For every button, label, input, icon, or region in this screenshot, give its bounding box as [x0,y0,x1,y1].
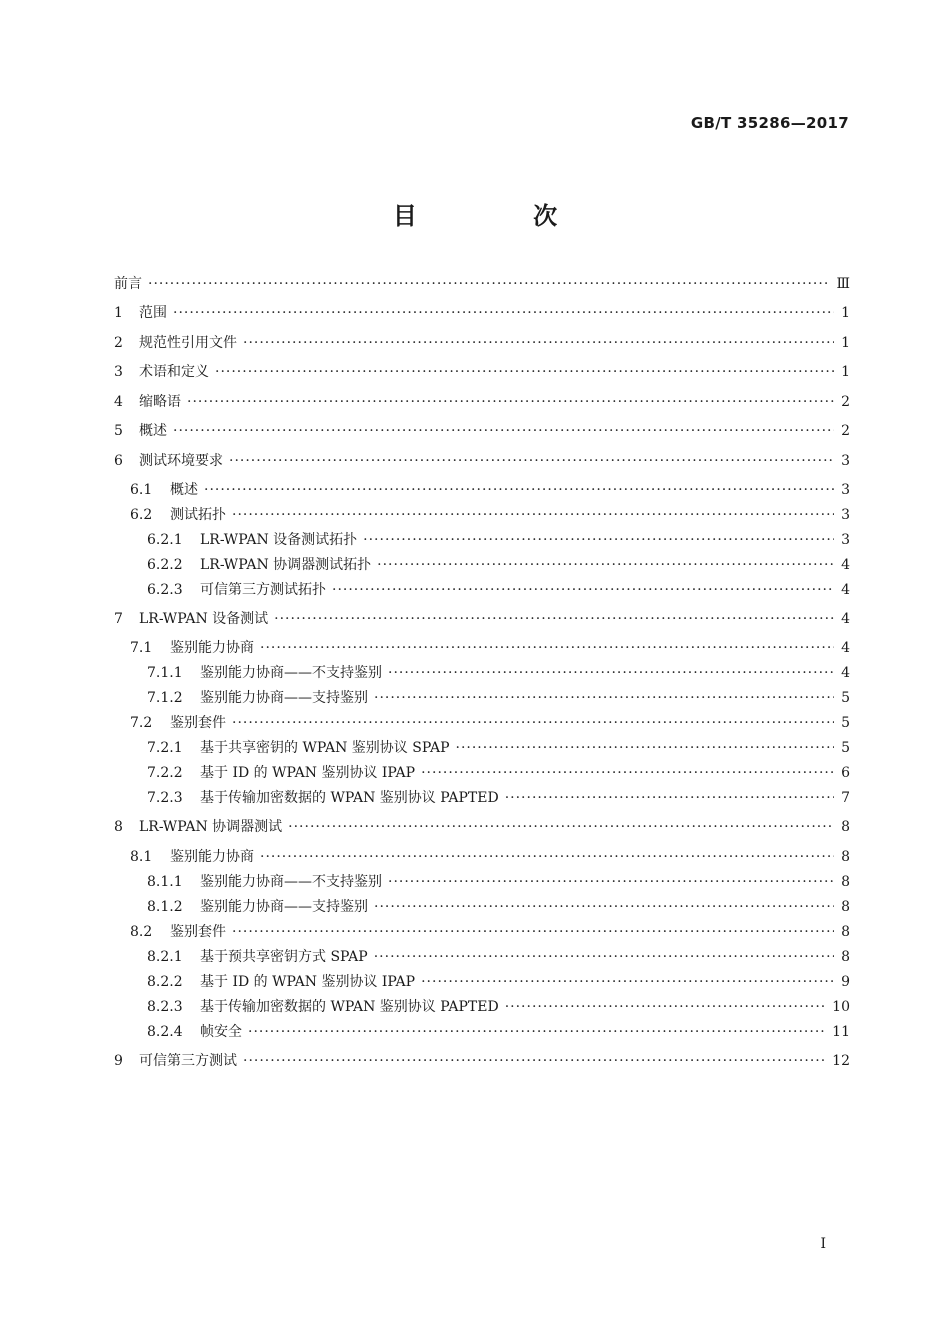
toc-entry-number: 6 [114,453,123,469]
toc-entry[interactable] [114,420,850,442]
toc-entry-number: 2 [114,335,123,351]
toc-entry-page: 2 [841,394,850,410]
dot-leader [274,608,834,630]
toc-entry[interactable] [147,996,850,1018]
toc-entry-label: 基于共享密钥的 WPAN 鉴别协议 SPAP [200,740,450,756]
toc-entry-number: 8.1 [130,849,153,865]
toc-entry-page: 8 [841,849,850,865]
toc-entry-label: 术语和定义 [139,364,209,380]
toc-entry[interactable] [114,450,850,472]
dot-leader [374,896,834,918]
toc-entry-label: 规范性引用文件 [139,335,237,351]
toc-entry-number: 9 [114,1053,123,1069]
toc-entry-number: 7.1.2 [147,690,183,706]
dot-leader [377,554,834,576]
dot-leader [456,737,835,759]
dot-leader [173,302,834,324]
toc-entry-page: 8 [841,819,850,835]
dot-leader [148,273,830,295]
toc-entry-page: 3 [841,507,850,523]
toc-entry[interactable] [114,332,850,354]
toc-entry-page: 12 [832,1053,850,1069]
toc-entry-label: 鉴别能力协商——支持鉴别 [200,899,368,915]
dot-leader [260,846,834,868]
dot-leader [173,420,834,442]
toc-entry-label: 可信第三方测试 [139,1053,237,1069]
toc-entry-number: 7.2.2 [147,765,183,781]
toc-entry[interactable] [114,608,850,630]
toc-entry[interactable] [130,712,850,734]
page-title: 目 次 [392,202,612,230]
standard-code: GB/T 35286—2017 [690,114,849,132]
dot-leader [505,996,826,1018]
toc-entry-page: 9 [841,974,850,990]
toc-entry-number: 7.1.1 [147,665,183,681]
toc-entry-number: 7.2.3 [147,790,183,806]
toc-entry-page: 10 [832,999,850,1015]
toc-entry-number: 7.1 [130,640,153,656]
dot-leader [215,361,834,383]
toc-entry-page: 2 [841,423,850,439]
dot-leader [248,1021,826,1043]
dot-leader [232,712,834,734]
toc-entry-label: LR-WPAN 协调器测试 [139,819,283,835]
toc-entry[interactable] [114,1050,850,1072]
dot-leader [505,787,834,809]
toc-entry-number: 6.1 [130,482,153,498]
toc-entry-label: 鉴别能力协商——不支持鉴别 [200,665,382,681]
toc-entry[interactable] [114,361,850,383]
toc-entry-preface[interactable] [114,273,850,295]
toc-entry[interactable] [147,529,850,551]
toc-entry[interactable] [147,662,850,684]
toc-entry-page: 8 [841,874,850,890]
toc-entry[interactable] [130,846,850,868]
toc-entry-label: LR-WPAN 设备测试 [139,611,269,627]
dot-leader [187,391,834,413]
toc-entry-number: 7.2 [130,715,153,731]
toc-entry-number: 6.2.1 [147,532,183,548]
toc-entry-number: 8 [114,819,123,835]
toc-entry[interactable] [147,946,850,968]
toc-entry-label: 前言 [114,276,142,292]
dot-leader [260,637,834,659]
toc-entry-page: 11 [832,1024,850,1040]
dot-leader [232,921,834,943]
toc-entry[interactable] [147,687,850,709]
toc-entry-label: 基于传输加密数据的 WPAN 鉴别协议 PAPTED [200,999,499,1015]
toc-entry-page: 1 [841,335,850,351]
toc-entry[interactable] [114,391,850,413]
toc-entry-number: 4 [114,394,123,410]
toc-entry-number: 8.2.1 [147,949,183,965]
toc-entry-label: 范围 [139,305,167,321]
toc-entry-page: 5 [841,715,850,731]
toc-entry[interactable] [114,816,850,838]
toc-entry-label: 帧安全 [200,1024,242,1040]
toc-entry-label: 缩略语 [139,394,181,410]
toc-entry-page: 3 [841,482,850,498]
toc-entry-page: 4 [841,640,850,656]
toc-entry[interactable] [130,504,850,526]
toc-entry-label: LR-WPAN 设备测试拓扑 [200,532,358,548]
toc-entry-page: 4 [841,665,850,681]
toc-entry-label: 基于 ID 的 WPAN 鉴别协议 IPAP [200,765,416,781]
toc-entry-label: 测试环境要求 [139,453,223,469]
toc-entry-page: 1 [841,364,850,380]
dot-leader [288,816,834,838]
toc-entry[interactable] [130,637,850,659]
dot-leader [421,971,834,993]
toc-entry-number: 8.2.2 [147,974,183,990]
toc-entry-label: 可信第三方测试拓扑 [200,582,326,598]
toc-entry[interactable] [147,787,850,809]
toc-entry-page: 4 [841,557,850,573]
toc-entry-number: 5 [114,423,123,439]
toc-entry-page: 5 [841,690,850,706]
toc-entry[interactable] [147,971,850,993]
toc-entry-number: 7.2.1 [147,740,183,756]
toc-entry-label: LR-WPAN 协调器测试拓扑 [200,557,372,573]
toc-entry[interactable] [130,479,850,501]
toc-entry-label: 概述 [170,482,198,498]
toc-entry-label: 鉴别能力协商 [170,640,254,656]
toc-entry-page: 7 [841,790,850,806]
toc-entry-page: 1 [841,305,850,321]
dot-leader [363,529,834,551]
dot-leader [229,450,834,472]
toc-entry-label: 基于预共享密钥方式 SPAP [200,949,368,965]
dot-leader [421,762,834,784]
toc-entry-page: 8 [841,924,850,940]
toc-entry-number: 8.2.4 [147,1024,183,1040]
toc-entry[interactable] [147,579,850,601]
toc-entry-page: 4 [841,611,850,627]
dot-leader [374,946,834,968]
toc-entry-number: 8.2 [130,924,153,940]
toc-entry[interactable] [147,896,850,918]
page-number: Ⅰ [820,1236,826,1252]
toc-entry[interactable] [114,302,850,324]
toc-entry-number: 6.2 [130,507,153,523]
toc-entry-number: 6.2.3 [147,582,183,598]
toc-entry-label: 鉴别套件 [170,924,226,940]
dot-leader [243,332,834,354]
toc-entry-label: 鉴别能力协商——支持鉴别 [200,690,368,706]
toc-entry-page: 3 [841,532,850,548]
dot-leader [232,504,834,526]
toc-entry[interactable] [147,762,850,784]
toc-entry-label: 测试拓扑 [170,507,226,523]
toc-entry-page: 3 [841,453,850,469]
toc-entry-label: 概述 [139,423,167,439]
toc-entry[interactable] [130,921,850,943]
toc-entry-page: 8 [841,949,850,965]
dot-leader [204,479,834,501]
toc-entry-number: 7 [114,611,123,627]
toc-entry-page: Ⅲ [836,276,850,292]
toc-entry-label: 鉴别能力协商 [170,849,254,865]
toc-entry-page: 4 [841,582,850,598]
toc-entry-label: 基于 ID 的 WPAN 鉴别协议 IPAP [200,974,416,990]
toc-entry-number: 8.1.2 [147,899,183,915]
toc-entry[interactable] [147,554,850,576]
dot-leader [388,871,834,893]
toc-entry-label: 鉴别套件 [170,715,226,731]
toc-entry-number: 6.2.2 [147,557,183,573]
dot-leader [388,662,834,684]
dot-leader [332,579,834,601]
toc-entry-label: 基于传输加密数据的 WPAN 鉴别协议 PAPTED [200,790,499,806]
dot-leader [243,1050,826,1072]
toc-entry-page: 8 [841,899,850,915]
toc-entry-label: 鉴别能力协商——不支持鉴别 [200,874,382,890]
toc-entry-number: 1 [114,305,123,321]
toc-entry[interactable] [147,1021,850,1043]
toc-entry-number: 8.2.3 [147,999,183,1015]
toc-entry-page: 5 [841,740,850,756]
toc-entry[interactable] [147,871,850,893]
toc-entry-number: 8.1.1 [147,874,183,890]
toc-entry-page: 6 [841,765,850,781]
toc-entry[interactable] [147,737,850,759]
toc-entry-number: 3 [114,364,123,380]
dot-leader [374,687,834,709]
